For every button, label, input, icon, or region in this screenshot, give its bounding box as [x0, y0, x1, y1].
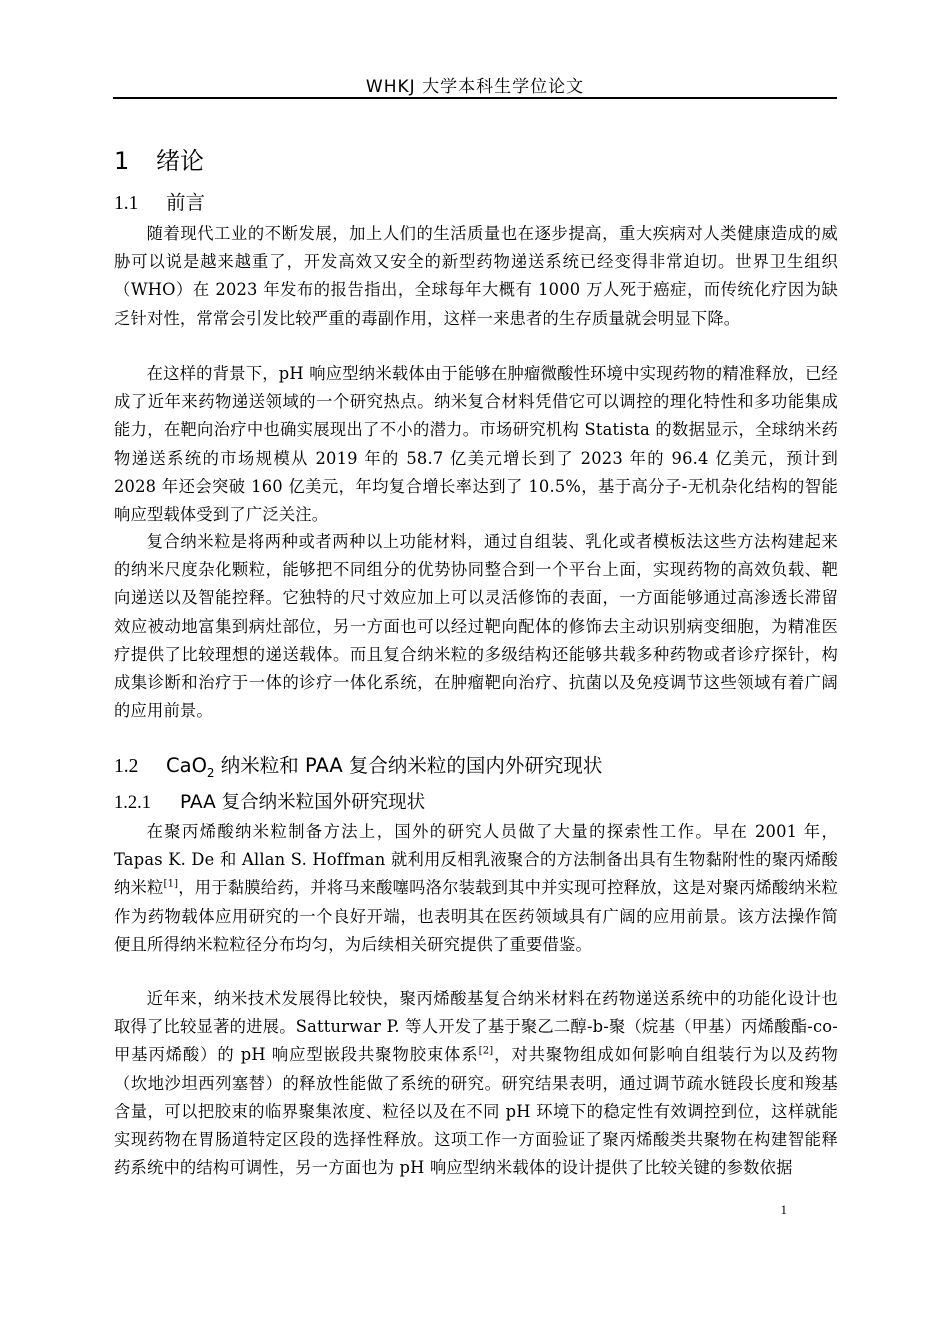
- section-number: 1.1: [114, 193, 139, 214]
- subsection-title: PAA 复合纳米粒国外研究现状: [180, 792, 426, 813]
- subsection-number: 1.2.1: [114, 793, 151, 813]
- chapter-title: 绪论: [156, 147, 204, 175]
- paragraph-text: 在聚丙烯酸纳米粒制备方法上，国外的研究人员做了大量的探索性工作。早在 2001 年， Tapas K. De 和 Allan S. Hoffman 就利用反相乳液聚合的方法制备出具有生物黏附性的聚丙烯酸纳米粒: [114, 822, 838, 898]
- paragraph-text: ，用于黏膜给药，并将马来酸噻吗洛尔装载到其中并实现可控释放，这是对聚丙烯酸纳米粒作为药物载体应用研究的一个良好开端，也表明其在医药领域具有广阔的应用前景。该方法操作简便且所得纳米粒粒径分布均匀，为后续相关研究提供了重要借鉴。: [114, 878, 838, 954]
- paragraph-intro-1: 随着现代工业的不断发展，加上人们的生活质量也在逐步提高，重大疾病对人类健康造成的威胁可以说是越来越重了，开发高效又安全的新型药物递送系统已经变得非常迫切。世界卫生组织（WHO）在 2023 年发布的报告指出，全球每年大概有 1000 万人死于癌症，而传统化疗因为缺乏针对性，常常会引发比较严重的毒副作用，这样一来患者的生存质量就会明显下降。: [114, 224, 838, 328]
- section-heading-1-1: [114, 187, 205, 215]
- section-title-suffix: 纳米粒和 PAA 复合纳米粒的国内外研究现状: [214, 754, 603, 777]
- page-header: WHKJ 大学本科生学位论文: [365, 77, 585, 97]
- paragraph-text: 近年来，纳米技术发展得比较快，聚丙烯酸基复合纳米材料在药物递送系统中的功能化设计也取得了比较显著的进展。Satturwar P. 等人开发了基于聚乙二醇-b-聚（烷基（甲基）丙烯酸酯-co-甲基丙烯酸）的 pH 响应型嵌段共聚物胶束体系: [114, 989, 838, 1065]
- section-title-prefix: CaO: [166, 754, 207, 777]
- section-heading-1-2: [114, 750, 602, 780]
- section-number: 1.2: [114, 756, 139, 777]
- page-number: 1: [780, 1202, 787, 1217]
- chapter-heading: [114, 141, 204, 176]
- paragraph-text: ，对共聚物组成如何影响自组装行为以及药物（坎地沙坦西列塞替）的释放性能做了系统的研究。研究结果表明，通过调节疏水链段长度和羧基含量，可以把胶束的临界聚集浓度、粒径以及在不同 pH 环境下的稳定性有效调控到位，这样就能实现药物在胃肠道特定区段的选择性释放。这项工作一方面验证了聚丙烯酸类共聚物在构建智能释药系统中的结构可调性，另一方面也为 pH 响应型纳米载体的设计提供了比较关键的参数依据: [114, 1045, 838, 1178]
- citation-ref: [2]: [478, 1045, 494, 1057]
- section-title: 前言: [166, 191, 206, 214]
- citation-ref: [1]: [163, 878, 179, 890]
- paragraph-paa-2: [114, 985, 838, 1182]
- paragraph-intro-2: 在这样的背景下，pH 响应型纳米载体由于能够在肿瘤微酸性环境中实现药物的精准释放，已经成了近年来药物递送领域的一个研究热点。纳米复合材料凭借它可以调控的理化特性和多功能集成能力，在靶向治疗中也确实展现出了不小的潜力。市场研究机构 Statista 的数据显示，全球纳米药物递送系统的市场规模从 2019 年的 58.7 亿美元增长到了 2023 年的 96.4 亿美元，预计到 2028 年还会突破 160 亿美元，年均复合增长率达到了 10.5%，基于高分子-无机杂化结构的智能响应型载体受到了广泛关注。: [114, 364, 838, 525]
- section-title-subscript: 2: [206, 765, 215, 780]
- paragraph-paa-1: [114, 818, 838, 959]
- chapter-number: 1: [114, 147, 130, 175]
- header-rule: [113, 97, 837, 99]
- subsection-heading-1-2-1: [114, 788, 425, 814]
- paragraph-intro-3: 复合纳米粒是将两种或者两种以上功能材料，通过自组装、乳化或者模板法这些方法构建起来的纳米尺度杂化颗粒，能够把不同组分的优势协同整合到一个平台上面，实现药物的高效负载、靶向递送以及智能控释。它独特的尺寸效应加上可以灵活修饰的表面，一方面能够通过高渗透长滞留效应被动地富集到病灶部位，另一方面也可以经过靶向配体的修饰去主动识别病变细胞，为精准医疗提供了比较理想的递送载体。而且复合纳米粒的多级结构还能够共载多种药物或者诊疗探针，构成集诊断和治疗于一体的诊疗一体化系统，在肿瘤靶向治疗、抗菌以及免疫调节这些领域有着广阔的应用前景。: [114, 532, 838, 721]
